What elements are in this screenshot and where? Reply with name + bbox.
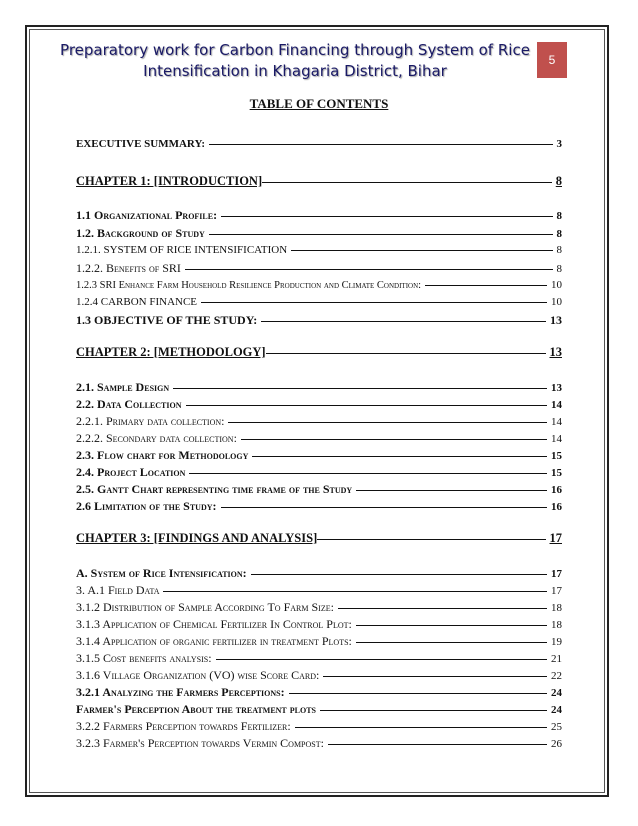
toc-entry-title: 2.4. Project Location [76, 465, 186, 479]
toc-entry-page: 13 [549, 345, 562, 359]
toc-entry-2-2-1[interactable] [76, 414, 562, 430]
toc-entry-3-2-2[interactable] [76, 719, 562, 735]
toc-entry-title: 3.1.3 Application of Chemical Fertilizer In Control Plot: [76, 617, 352, 631]
toc-entry-page: 8 [556, 244, 562, 256]
header-line-1: Preparatory work for Carbon Financing through System of Rice [60, 41, 530, 59]
toc-entry-3-1-4[interactable] [76, 634, 562, 650]
toc-entry-title: 2.1. Sample Design [76, 380, 170, 394]
toc-entry-page: 13 [550, 313, 562, 327]
toc-entry-page: 10 [551, 279, 562, 291]
leader-line [261, 321, 546, 322]
leader-line [262, 182, 552, 183]
toc-entry-page: 24 [551, 687, 562, 699]
toc-entry-page: 16 [551, 484, 562, 496]
toc-entry-1-1[interactable] [76, 208, 562, 224]
toc-entry-title: 1.2. Background of Study [76, 226, 205, 240]
toc-entry-farmers-perception[interactable] [76, 702, 562, 718]
toc-entry-page: 14 [551, 416, 562, 428]
toc-entry-a[interactable] [76, 566, 562, 582]
toc-entry-page: 8 [556, 228, 562, 240]
leader-line [241, 439, 547, 440]
toc-entry-title: CHAPTER 1: [INTRODUCTION] [76, 174, 263, 188]
leader-line [320, 710, 547, 711]
toc-entry-page: 19 [551, 636, 562, 648]
toc-entry-3-1-3[interactable] [76, 617, 562, 633]
toc-entry-title: 2.2.2. Secondary data collection: [76, 431, 237, 445]
toc-entry-page: 16 [551, 501, 562, 513]
toc-entry-1-2-4[interactable] [76, 296, 562, 312]
toc-entry-page: 8 [556, 210, 562, 222]
toc-entry-title: 3.1.4 Application of organic fertilizer in treatment Plots: [76, 634, 352, 648]
leader-line [295, 727, 547, 728]
toc-entry-title: 3.1.6 Village Organization (VO) wise Score Card: [76, 668, 320, 682]
toc-entry-page: 17 [551, 568, 562, 580]
leader-line [216, 659, 547, 660]
leader-line [425, 285, 547, 286]
toc-entry-page: 10 [551, 296, 562, 308]
toc-entry-2-1[interactable] [76, 380, 562, 396]
leader-line [323, 676, 547, 677]
toc-entry-2-3[interactable] [76, 448, 562, 464]
leader-line [252, 456, 547, 457]
toc-entry-3-a-1[interactable] [76, 583, 562, 599]
toc-entry-page: 15 [551, 467, 562, 479]
toc-entry-page: 14 [551, 433, 562, 445]
toc-entry-page: 15 [551, 450, 562, 462]
toc-entry-3-1-5[interactable] [76, 651, 562, 667]
toc-entry-title: 3.2.2 Farmers Perception towards Fertilizer: [76, 719, 291, 733]
toc-entry-page: 24 [551, 704, 562, 716]
toc-entry-page: 8 [555, 174, 562, 188]
toc-entry-1-2-3[interactable] [76, 279, 562, 295]
toc-entry-chapter-3[interactable] [76, 531, 562, 547]
header-line-2: Intensification in Khagaria District, Bihar [143, 62, 447, 80]
toc-entry-2-5[interactable] [76, 482, 562, 498]
toc-entry-1-2[interactable] [76, 226, 562, 242]
leader-line [185, 269, 553, 270]
toc-entry-title: 2.2.1. Primary data collection: [76, 414, 225, 428]
leader-line [173, 388, 547, 389]
toc-entry-page: 18 [551, 619, 562, 631]
toc-entry-1-2-1[interactable] [76, 244, 562, 260]
toc-entry-1-2-2[interactable] [76, 261, 562, 277]
toc-entry-title: 1.3 OBJECTIVE OF THE STUDY: [76, 313, 258, 327]
toc-entry-page: 13 [551, 382, 562, 394]
toc-entry-2-6[interactable] [76, 499, 562, 515]
leader-line [356, 490, 547, 491]
leader-line [221, 216, 552, 217]
toc-entry-title: CHAPTER 3: [FINDINGS AND ANALYSIS] [76, 531, 318, 545]
toc-entry-chapter-1[interactable] [76, 174, 562, 190]
toc-entry-title: 1.2.2. Benefits of SRI [76, 261, 181, 275]
toc-entry-page: 22 [551, 670, 562, 682]
toc-entry-page: 3 [556, 138, 562, 150]
toc-entry-2-4[interactable] [76, 465, 562, 481]
toc-entry-title: 1.2.1. SYSTEM OF RICE INTENSIFICATION [76, 244, 288, 256]
toc-entry-title: 3.1.5 Cost benefits analysis: [76, 651, 212, 665]
toc-entry-page: 18 [551, 602, 562, 614]
leader-line [289, 693, 547, 694]
toc-entry-page: 14 [551, 399, 562, 411]
page-number-badge: 5 [537, 42, 567, 78]
leader-line [209, 144, 552, 145]
leader-line [317, 539, 545, 540]
toc-entry-title: CHAPTER 2: [METHODOLOGY] [76, 345, 266, 359]
toc-entry-page: 21 [551, 653, 562, 665]
toc-entry-title: 3. A.1 Field Data [76, 583, 160, 597]
toc-entry-title: 1.2.4 CARBON FINANCE [76, 296, 198, 308]
toc-entry-title: 3.2.3 Farmer's Perception towards Vermin Compost: [76, 736, 324, 750]
leader-line [356, 625, 547, 626]
leader-line [266, 353, 546, 354]
toc-entry-title: 2.5. Gantt Chart representing time frame of the Study [76, 482, 353, 496]
toc-entry-3-2-3[interactable] [76, 736, 562, 752]
toc-entry-title: 3.1.2 Distribution of Sample According To Farm Size: [76, 600, 334, 614]
toc-entry-3-2-1[interactable] [76, 685, 562, 701]
leader-line [163, 591, 547, 592]
toc-entry-page: 17 [549, 531, 562, 545]
toc-entry-title: 2.2. Data Collection [76, 397, 182, 411]
toc-entry-page: 25 [551, 721, 562, 733]
leader-line [201, 302, 547, 303]
toc-entry-2-2[interactable] [76, 397, 562, 413]
toc-entry-page: 26 [551, 738, 562, 750]
leader-line [251, 574, 547, 575]
toc-entry-page: 17 [551, 585, 562, 597]
toc-entry-title: 2.6 Limitation of the Study: [76, 499, 217, 513]
leader-line [209, 234, 553, 235]
toc-entry-chapter-2[interactable] [76, 345, 562, 361]
toc-entry-title: 1.2.3 SRI Enhance Farm Household Resilience Production and Climate Condition: [76, 280, 422, 291]
leader-line [186, 405, 548, 406]
leader-line [291, 250, 552, 251]
toc-entry-title: A. System of Rice Intensification: [76, 566, 247, 580]
toc-entry-2-2-2[interactable] [76, 431, 562, 447]
leader-line [189, 473, 547, 474]
leader-line [356, 642, 547, 643]
leader-line [228, 422, 547, 423]
toc-entry-1-3[interactable] [76, 313, 562, 329]
toc-entry-page: 8 [556, 263, 562, 275]
toc-entry-title: 3.2.1 Analyzing the Farmers Perceptions: [76, 685, 285, 699]
leader-line [328, 744, 547, 745]
toc-entry-title: Farmer's Perception About the treatment plots [76, 702, 316, 716]
toc-entry-3-1-2[interactable] [76, 600, 562, 616]
leader-line [221, 507, 548, 508]
toc-entry-executive-summary[interactable] [76, 138, 562, 154]
toc-title: TABLE OF CONTENTS [249, 96, 389, 111]
running-header [60, 40, 530, 82]
toc-entry-title: EXECUTIVE SUMMARY: [76, 138, 206, 150]
toc-entry-title: 2.3. Flow chart for Methodology [76, 448, 249, 462]
toc-entry-3-1-6[interactable] [76, 668, 562, 684]
leader-line [338, 608, 547, 609]
toc-entry-title: 1.1 Organizational Profile: [76, 208, 218, 222]
